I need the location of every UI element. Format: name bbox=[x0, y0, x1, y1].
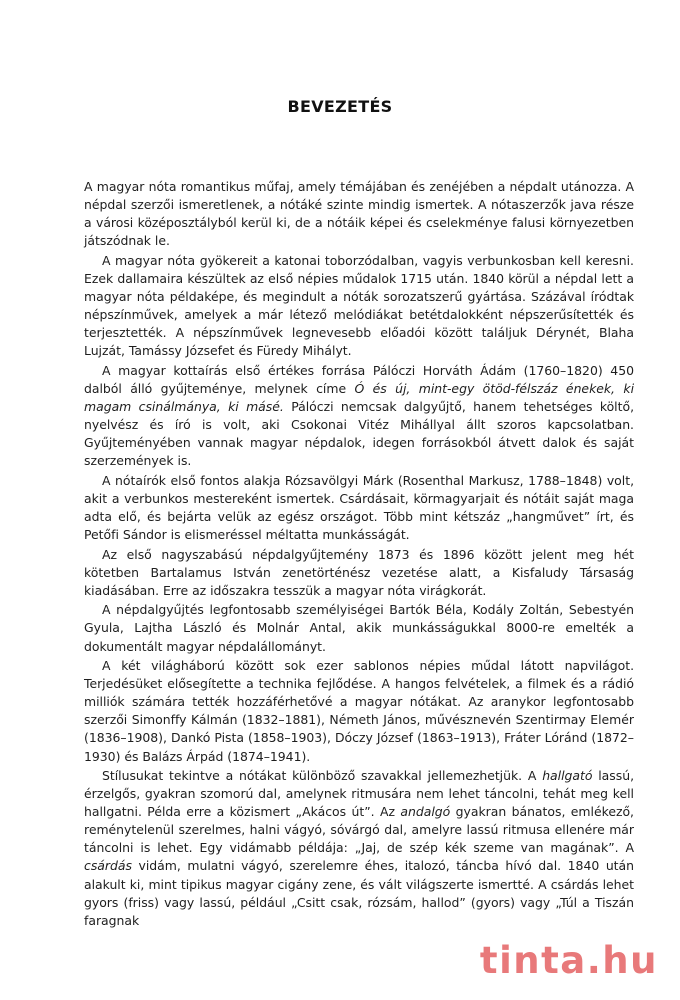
italic-term: hallgató bbox=[542, 768, 593, 784]
italic-term: csárdás bbox=[84, 858, 132, 874]
paragraph: Az első nagyszabású népdalgyűjtemény 1873 és 1896 között jelent meg hét kötetben Bartalamus István zenetörténész vezetése alatt, a Kisfaludy Társaság kiadásában. Erre az időszakra tesszük a magyar nóta virágkorát. bbox=[84, 546, 634, 598]
paragraph: A nótaírók első fontos alakja Rózsavölgyi Márk (Rosenthal Markusz, 1788–1848) volt, akit a verbunkos mestereként ismertek. Csárdásait, körmagyarjait és nótáit saját maga adta elő, és bejárta velük az egész országot. Több mint kétszáz „hangművet” írt, és Petőfi Sándor is elismeréssel méltatta munkásságát. bbox=[84, 472, 634, 542]
chapter-title: BEVEZETÉS bbox=[287, 97, 393, 116]
publisher-watermark: tinta.hu bbox=[479, 939, 658, 982]
paragraph: Stílusukat tekintve a nótákat különböző szavakkal jellemezhetjük. A hallgató lassú, érzelgős, gyakran szomorú dal, amelynek ritmusára nem lehet táncolni, tehát meg kell hallgatni. Példa erre a közismert „Akácos út”. Az andalgó gyakran bánatos, emlékező, reménytelenül szerelmes, halni vágyó, sóvárgó dal, amelyre lassú ritmusa ellenére már táncolni is lehet. Egy vidámabb példája: „Jaj, de szép kék szeme van magának”. A csárdás vidám, mulatni vágyó, szerelemre éhes, italozó, táncba hívó dal. 1840 után alakult ki, mint tipikus magyar cigány zene, és vált világszerte ismertté. A csárdás lehet gyors (friss) vagy lassú, például „Csitt csak, rózsám, hallod” (gyors) vagy „Túl a Tiszán faragnak bbox=[84, 768, 635, 928]
body-text bbox=[84, 178, 634, 931]
paragraph: A népdalgyűjtés legfontosabb személyiségei Bartók Béla, Kodály Zoltán, Sebestyén Gyula, Lajtha László és Molnár Antal, akik munkásságukkal 8000-re emelték a dokumentált magyar népdalállományt. bbox=[84, 602, 634, 654]
paragraph: A magyar kottaírás első értékes forrása Pálóczi Horváth Ádám (1760–1820) 450 dalból álló gyűjteménye, melynek címe Ó és új, mint-egy ötöd-félszáz énekek, ki magam csinálmánya, ki másé. Pálóczi nemcsak dalgyűjtő, hanem tehetséges költő, nyelvész és író is volt, aki Csokonai Vitéz Mihállyal állt szoros kapcsolatban. Gyűjteményében vannak magyar népdalok, idegen forrásokból átvett dalok és saját szerzemények is. bbox=[84, 362, 635, 469]
paragraph: A magyar nóta gyökereit a katonai toborzódalban, vagyis verbunkosban kell keresni. Ezek dallamaira készültek az első népies műdalok 1715 után. 1840 körül a népdal lett a magyar nóta példaképe, és megindult a nóták sorozatszerű gyártása. Százával íródtak népszínművek, amelyek a már létező melódiákat betétdalokként népszerűsítették és terjesztették. A népszínművek legnevesebb előadói között találjuk Dérynét, Blaha Lujzát, Tamássy Józsefet és Füredy Mihályt. bbox=[84, 252, 634, 359]
paragraph: A két világháború között sok ezer sablonos népies műdal látott napvilágot. Terjedésüket elősegítette a technika fejlődése. A hangos felvételek, a filmek és a rádió milliók számára tették hozzáférhetővé a magyar nótákat. Az aranykor legfontosabb szerzői Simonffy Kálmán (1832–1881), Németh János, művésznevén Szentirmay Elemér (1836–1908), Dankó Pista (1858–1903), Dóczy József (1863–1913), Fráter Lóránd (1872–1930) és Balázs Árpád (1874–1941). bbox=[84, 658, 634, 764]
italic-term: andalgó bbox=[400, 804, 451, 820]
paragraph: A magyar nóta romantikus műfaj, amely témájában és zenéjében a népdalt utánozza. A népdal szerzői ismeretlenek, a nótáké szinte mindig ismertek. A nótaszerzők java része a városi középosztályból kerül ki, de a nótáik képei és cselekménye falusi környezetben játszódnak le. bbox=[84, 179, 634, 249]
italic-book-title: Ó és új, mint-egy ötöd-félszáz énekek, ki magam csinálmánya, ki másé. bbox=[84, 380, 634, 414]
